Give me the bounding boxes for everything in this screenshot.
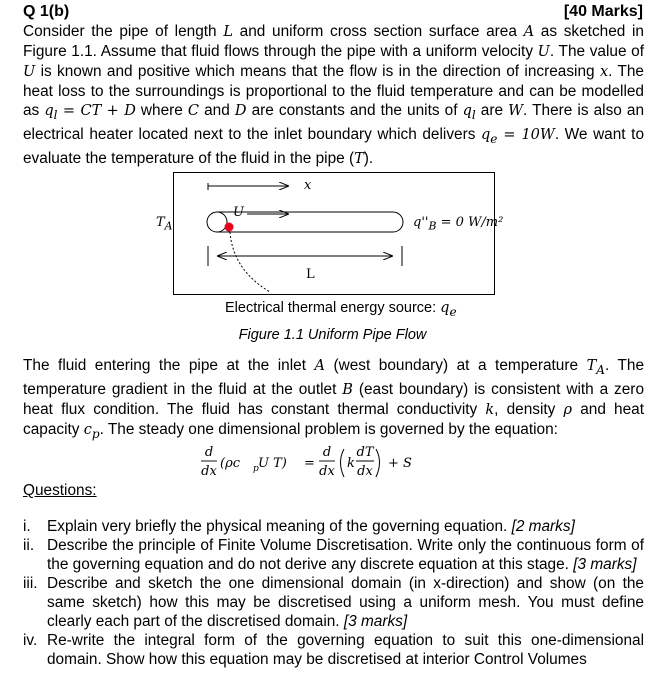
question-id: Q 1(b)	[23, 3, 70, 20]
questions-heading: Questions:	[23, 482, 97, 499]
ta-label: $T_A$	[156, 215, 173, 233]
question-item: iii. Describe and sketch the one dimensional domain (in x-direction) and show (on the same sketch) how this may be discretised using a uniform mesh. You must define clearly each part of the discretised domain. [3 marks]	[23, 575, 644, 630]
total-marks: [40 Marks]	[563, 3, 643, 20]
eq-lhs-inner: (ρc	[220, 456, 240, 471]
problem-statement: Consider the pipe of length L and uniform cross section surface area A as sketched in Figure 1.1. Assume that fluid flows through the pipe with a uniform velocity U. The value of U is known and positive which means that the flow is in the direction of increasing x. The heat loss to the surroundings is proportional to the fluid temperature and can be modelled as $q_l$ = CT + D where C and D are constants and the units of $q_l$ are W. There is also an electrical heater located next to the inlet boundary which delivers $q_e = 10W$. We want to evaluate the temperature of the fluid in the pipe (T).	[23, 23, 645, 167]
eq-dx3: dx	[357, 464, 373, 479]
length-label: L	[306, 267, 315, 282]
figure-caption: Figure 1.1 Uniform Pipe Flow	[238, 327, 427, 343]
eq-lhs-tail: U T)	[258, 456, 287, 471]
eq-dx1: dx	[201, 464, 217, 479]
heat-source-label: Electrical thermal energy source: $q_e$	[225, 300, 457, 319]
boundary-description: The fluid entering the pipe at the inlet A (west boundary) at a temperature $T_A$. The temperature gradient in the fluid at the outlet B (east boundary) is consistent with a zero heat flux condition. The fluid has constant thermal conductivity k, density ρ and heat capacity $c_p$. The steady one dimensional problem is governed by the equation:	[23, 357, 645, 441]
eq-d1: d	[204, 445, 214, 460]
question-item: i. Explain very briefly the physical meaning of the governing equation. [2 marks]	[23, 518, 575, 535]
figure-frame	[173, 172, 495, 295]
eq-d2: d	[322, 445, 332, 460]
question-item: ii. Describe the principle of Finite Volume Discretisation. Write only the continuous form of the governing equation and do not derive any discrete equation at this stage. [3 marks]	[23, 537, 644, 573]
question-header	[23, 3, 643, 23]
x-label: x	[304, 178, 312, 193]
eq-dx2: dx	[319, 464, 335, 479]
u-label: U	[233, 205, 244, 220]
eq-k: k	[347, 456, 355, 471]
qb-label: $q''_B = 0$ W/m²	[413, 215, 504, 233]
eq-equals: =	[304, 456, 315, 471]
eq-dT: dT	[356, 445, 374, 460]
governing-equation	[200, 443, 470, 483]
question-list	[23, 517, 644, 669]
eq-plus-s: + S	[388, 456, 412, 471]
eq-lhs-sub: p	[253, 464, 259, 474]
question-item: iv. Re-write the integral form of the governing equation to suit this one-dimensional domain. Show how this equation may be discretised at interior Control Volumes	[23, 632, 644, 668]
